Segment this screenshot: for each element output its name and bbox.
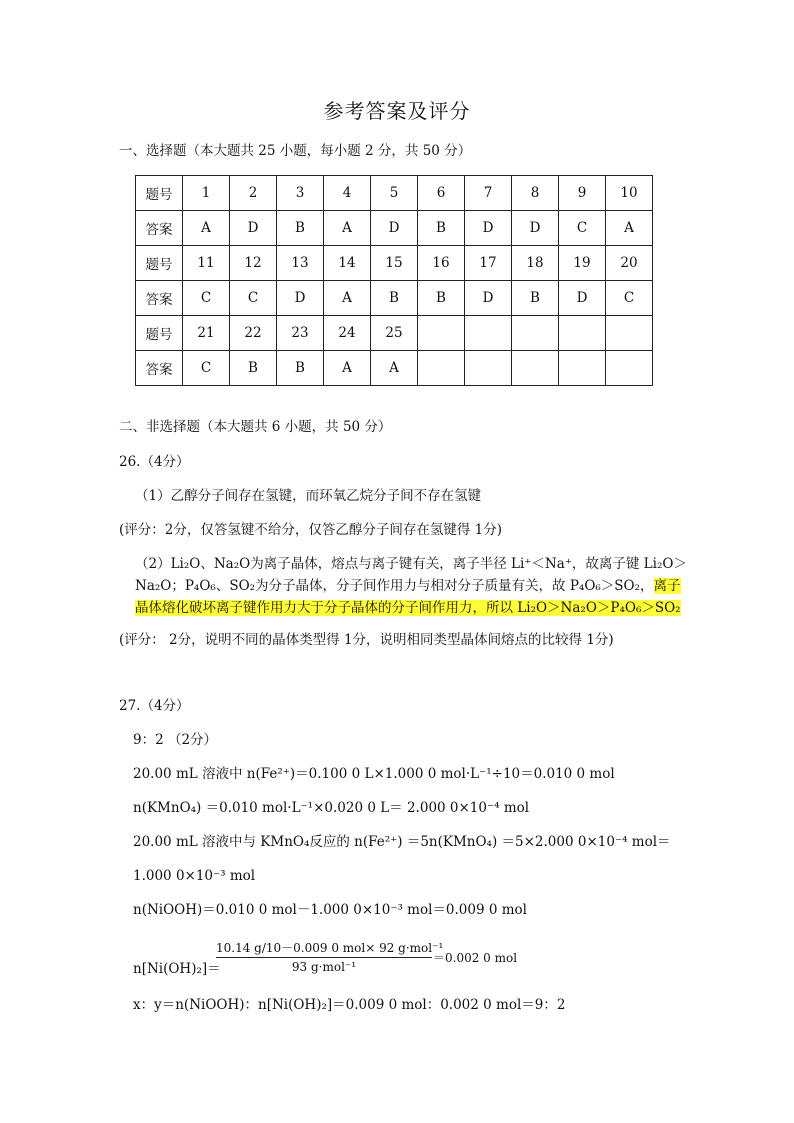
table-cell: [559, 351, 606, 386]
q27-fraction-numerator: 10.14 g/10－0.009 0 mol× 92 g·mol⁻¹: [216, 941, 444, 955]
table-cell: D: [512, 211, 559, 246]
q26-part2-line1: （2）Li₂O、Na₂O为离子晶体，熔点与离子键有关，离子半径 Li⁺＜Na⁺，故离子键 Li₂O＞: [135, 556, 687, 572]
table-cell: 12: [230, 246, 277, 281]
table-row: [136, 281, 653, 316]
table-cell: B: [512, 281, 559, 316]
table-row: [136, 316, 653, 351]
table-row-header: 答案: [136, 211, 183, 246]
table-cell: [418, 316, 465, 351]
table-cell: B: [418, 281, 465, 316]
table-cell: [465, 316, 512, 351]
table-cell: 2: [230, 176, 277, 211]
q26-score1: (评分：2分，仅答氢键不给分，仅答乙醇分子间存在氢键得 1分): [119, 522, 503, 538]
q27-line7: x：y＝n(NiOOH)：n[Ni(OH)₂]＝0.009 0 mol：0.002 0 mol＝9：2: [133, 997, 566, 1013]
q27-fraction: [216, 940, 444, 975]
table-cell: 13: [277, 246, 324, 281]
q26-part2-line2-text: Na₂O；P₄O₆、SO₂为分子晶体，分子间作用力与相对分子质量有关，故 P₄O₆＞SO₂，: [135, 578, 654, 594]
table-cell: 16: [418, 246, 465, 281]
table-cell: [418, 351, 465, 386]
page-title: 参考答案及评分: [323, 99, 471, 123]
table-cell: 23: [277, 316, 324, 351]
q27-fraction-denominator: 93 g·mol⁻¹: [291, 960, 357, 974]
table-cell: 5: [371, 176, 418, 211]
table-cell: A: [371, 351, 418, 386]
table-cell: B: [418, 211, 465, 246]
table-cell: A: [324, 211, 371, 246]
table-cell: 17: [465, 246, 512, 281]
table-cell: [559, 316, 606, 351]
table-cell: D: [465, 211, 512, 246]
table-cell: 22: [230, 316, 277, 351]
table-cell: B: [230, 351, 277, 386]
table-cell: D: [230, 211, 277, 246]
table-row: [136, 176, 653, 211]
table-cell: A: [606, 211, 653, 246]
table-cell: [606, 316, 653, 351]
table-cell: C: [606, 281, 653, 316]
q27-line3: 20.00 mL 溶液中与 KMnO₄反应的 n(Fe²⁺) ＝5n(KMnO₄) ＝5×2.000 0×10⁻⁴ mol＝: [133, 834, 671, 850]
table-cell: B: [277, 351, 324, 386]
table-cell: 10: [606, 176, 653, 211]
table-cell: [606, 351, 653, 386]
table-row-header: 题号: [136, 246, 183, 281]
table-cell: A: [324, 281, 371, 316]
table-cell: 18: [512, 246, 559, 281]
table-cell: 20: [606, 246, 653, 281]
section1-heading: 一、选择题（本大题共 25 小题，每小题 2 分，共 50 分）: [119, 143, 472, 159]
q26-highlight-start: 离子: [653, 578, 681, 594]
q27-label: 27.（4分）: [119, 698, 190, 714]
table-cell: 8: [512, 176, 559, 211]
table-cell: 19: [559, 246, 606, 281]
q26-part2-line2: [135, 577, 681, 595]
table-cell: 3: [277, 176, 324, 211]
table-cell: D: [465, 281, 512, 316]
q26-part2-line3: [135, 599, 681, 617]
fraction-bar: [216, 957, 432, 958]
table-cell: A: [324, 351, 371, 386]
table-cell: 7: [465, 176, 512, 211]
table-row: [136, 246, 653, 281]
q27-ratio: 9：2 （2分）: [133, 732, 218, 748]
table-row: [136, 211, 653, 246]
table-cell: D: [559, 281, 606, 316]
table-cell: [512, 316, 559, 351]
table-cell: C: [559, 211, 606, 246]
table-cell: B: [371, 281, 418, 316]
q27-line1: 20.00 mL 溶液中 n(Fe²⁺)＝0.100 0 L×1.000 0 mol·L⁻¹÷10＝0.010 0 mol: [133, 766, 615, 782]
table-cell: C: [183, 281, 230, 316]
section2-heading: 二、非选择题（本大题共 6 小题，共 50 分）: [119, 419, 392, 435]
table-row-header: 题号: [136, 316, 183, 351]
table-cell: 25: [371, 316, 418, 351]
table-row-header: 题号: [136, 176, 183, 211]
table-cell: 21: [183, 316, 230, 351]
table-cell: C: [230, 281, 277, 316]
table-cell: C: [183, 351, 230, 386]
table-cell: [465, 351, 512, 386]
table-cell: 14: [324, 246, 371, 281]
q27-line4: 1.000 0×10⁻³ mol: [133, 868, 256, 884]
table-cell: B: [277, 211, 324, 246]
q26-part1: （1）乙醇分子间存在氢键，而环氧乙烷分子间不存在氢键: [135, 488, 482, 504]
table-cell: D: [277, 281, 324, 316]
q26-highlight-text: 晶体熔化破坏离子键作用力大于分子晶体的分子间作用力，所以 Li₂O＞Na₂O＞P₄O₆＞SO₂: [135, 600, 681, 616]
table-cell: A: [183, 211, 230, 246]
q27-line5: n(NiOOH)＝0.010 0 mol－1.000 0×10⁻³ mol＝0.009 0 mol: [133, 902, 527, 918]
table-cell: 9: [559, 176, 606, 211]
table-row: [136, 351, 653, 386]
table-cell: 11: [183, 246, 230, 281]
table-row-header: 答案: [136, 351, 183, 386]
q27-fraction-lhs: n[Ni(OH)₂]＝: [133, 961, 221, 977]
table-cell: 4: [324, 176, 371, 211]
table-cell: 24: [324, 316, 371, 351]
q26-label: 26.（4分）: [119, 454, 190, 470]
q27-line2: n(KMnO₄) ＝0.010 mol·L⁻¹×0.020 0 L＝ 2.000 0×10⁻⁴ mol: [133, 800, 530, 816]
table-cell: 6: [418, 176, 465, 211]
table-cell: [512, 351, 559, 386]
table-cell: D: [371, 211, 418, 246]
answer-table: [135, 175, 653, 386]
table-row-header: 答案: [136, 281, 183, 316]
table-cell: 1: [183, 176, 230, 211]
q26-score2: (评分： 2分，说明不同的晶体类型得 1分，说明相同类型晶体间熔点的比较得 1分): [119, 632, 614, 648]
q27-fraction-rhs: ＝0.002 0 mol: [433, 951, 518, 965]
table-cell: 15: [371, 246, 418, 281]
